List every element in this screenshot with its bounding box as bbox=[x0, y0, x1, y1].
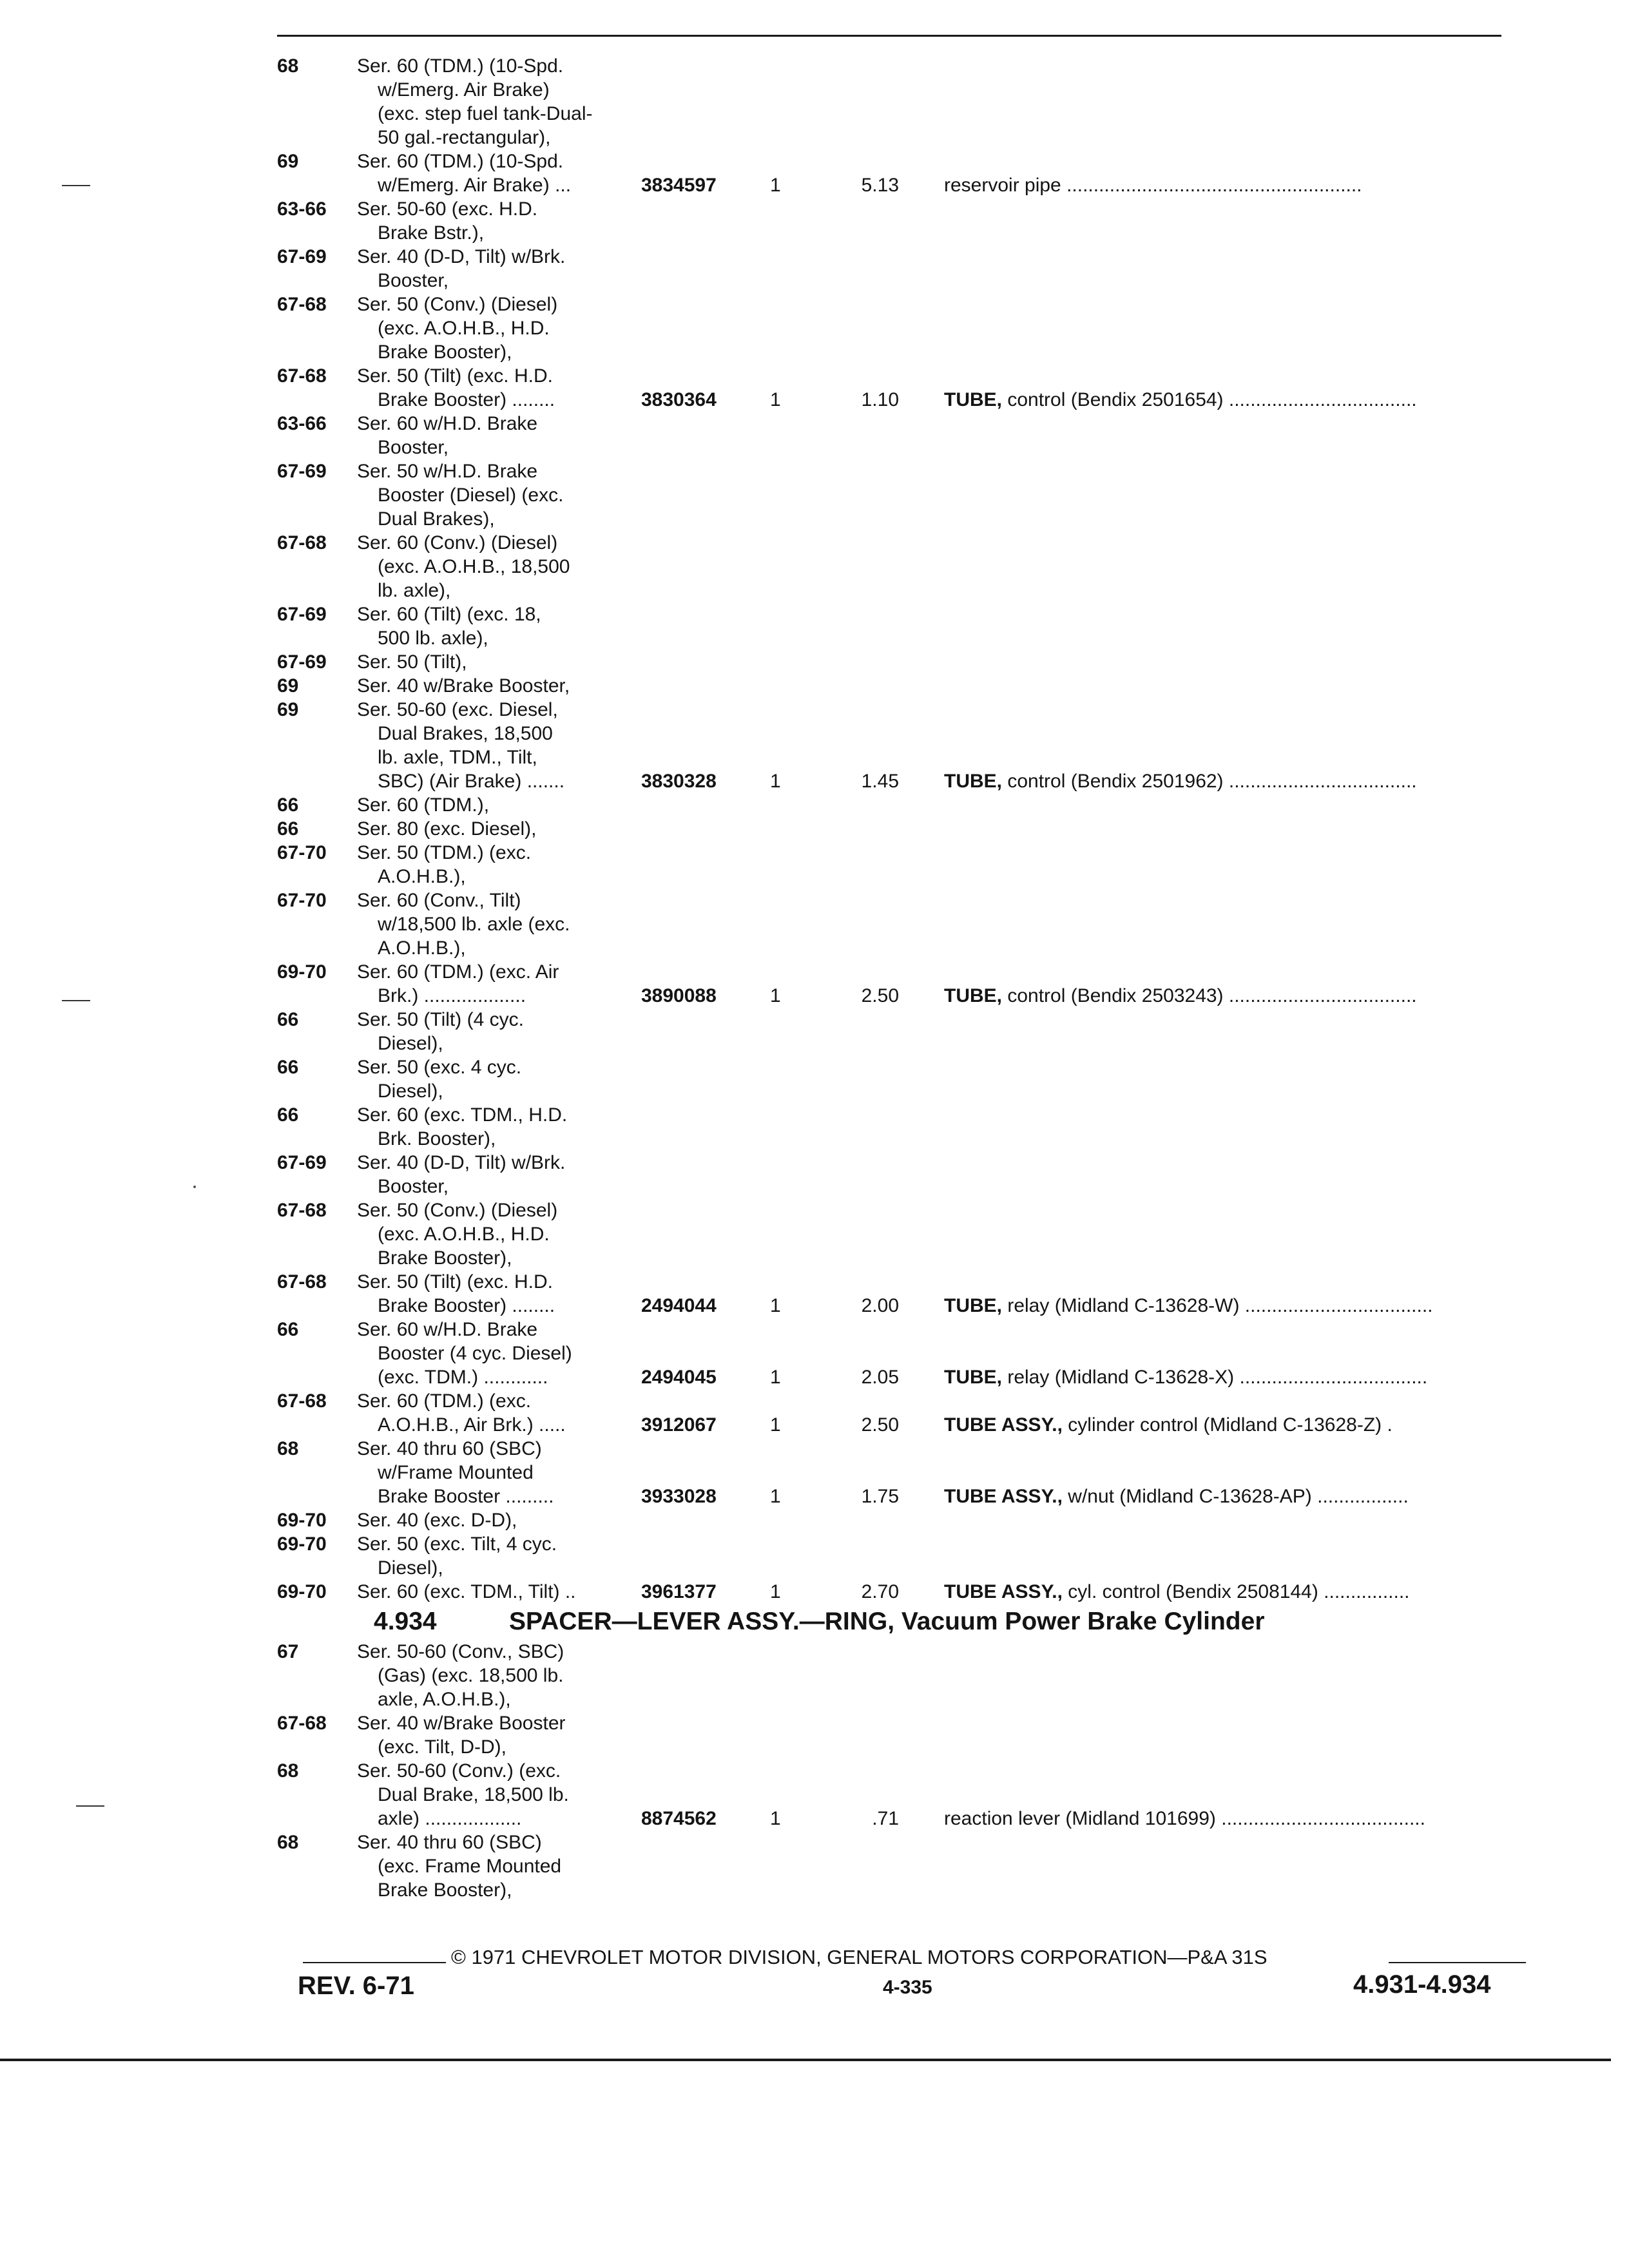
application-description: Ser. 50 (Tilt) (4 cyc. bbox=[357, 1009, 524, 1030]
application-description: Dual Brakes, 18,500 bbox=[378, 723, 553, 744]
quantity: 1 bbox=[770, 985, 781, 1006]
entry-line bbox=[277, 78, 1527, 102]
margin-mark bbox=[62, 185, 90, 186]
entry-line bbox=[277, 173, 1527, 197]
entry-line bbox=[277, 412, 1527, 436]
model-year: 69 bbox=[277, 151, 299, 172]
entry-line bbox=[277, 1759, 1527, 1783]
part-name: TUBE ASSY., bbox=[944, 1414, 1063, 1436]
part-number: 3830364 bbox=[641, 389, 717, 410]
catalog-entry bbox=[277, 1640, 1527, 1902]
part-name: TUBE, bbox=[944, 389, 1002, 410]
application-description: SBC) (Air Brake) ....... bbox=[378, 771, 565, 792]
quantity: 1 bbox=[770, 771, 781, 792]
quantity: 1 bbox=[770, 1486, 781, 1507]
model-year: 66 bbox=[277, 794, 299, 816]
application-description: (exc. Tilt, D-D), bbox=[378, 1736, 506, 1758]
part-detail: w/nut (Midland C-13628-AP) ................. bbox=[1062, 1486, 1409, 1507]
footer-rule-left bbox=[303, 1962, 446, 1963]
footer-page-number: 4-335 bbox=[883, 1977, 932, 1998]
application-description: Ser. 50 (exc. 4 cyc. bbox=[357, 1057, 522, 1078]
application-description: (exc. A.O.H.B., 18,500 bbox=[378, 556, 570, 577]
application-description: Diesel), bbox=[378, 1557, 443, 1579]
application-description: (exc. TDM.) ............ bbox=[378, 1367, 548, 1388]
model-year: 66 bbox=[277, 1319, 299, 1340]
application-description: Ser. 50-60 (Conv.) (exc. bbox=[357, 1760, 561, 1782]
entry-line bbox=[277, 650, 1527, 674]
part-description bbox=[944, 1580, 1527, 1604]
entry-line bbox=[277, 1294, 1527, 1318]
application-description: (exc. A.O.H.B., H.D. bbox=[378, 318, 550, 339]
entry-line bbox=[277, 1711, 1527, 1735]
entry-line bbox=[277, 1735, 1527, 1759]
entry-line bbox=[277, 1532, 1527, 1556]
model-year: 69-70 bbox=[277, 1510, 327, 1531]
model-year: 67-69 bbox=[277, 651, 327, 673]
entry-line bbox=[277, 841, 1527, 865]
entry-line bbox=[277, 1079, 1527, 1103]
entry-line bbox=[277, 54, 1527, 78]
bottom-page-edge bbox=[0, 2059, 1611, 2061]
part-detail: relay (Midland C-13628-W) ................................... bbox=[1002, 1295, 1433, 1316]
application-description: w/Emerg. Air Brake) ... bbox=[378, 175, 572, 196]
part-number: 8874562 bbox=[641, 1808, 717, 1829]
entry-line bbox=[277, 936, 1527, 960]
application-description: Ser. 60 (TDM.) (exc. Air bbox=[357, 961, 559, 983]
entry-line bbox=[277, 984, 1527, 1008]
catalog-entry bbox=[277, 1508, 1527, 1604]
model-year: 67-70 bbox=[277, 890, 327, 911]
list-price: 1.45 bbox=[861, 771, 899, 792]
application-description: Ser. 60 (TDM.) (10-Spd. bbox=[357, 151, 564, 172]
part-name: TUBE, bbox=[944, 985, 1002, 1006]
catalog-entry bbox=[277, 1008, 1527, 1318]
list-price: 5.13 bbox=[861, 175, 899, 196]
entry-line bbox=[277, 436, 1527, 459]
part-number: 2494044 bbox=[641, 1295, 717, 1316]
entry-line bbox=[277, 388, 1527, 412]
application-description: Ser. 50 (TDM.) (exc. bbox=[357, 842, 532, 863]
entry-line bbox=[277, 1664, 1527, 1687]
list-price: .71 bbox=[872, 1808, 899, 1829]
application-description: Ser. 40 thru 60 (SBC) bbox=[357, 1832, 542, 1853]
part-description bbox=[944, 1294, 1527, 1318]
application-description: (exc. step fuel tank-Dual- bbox=[378, 103, 593, 124]
model-year: 67-70 bbox=[277, 842, 327, 863]
application-description: Ser. 50 w/H.D. Brake bbox=[357, 461, 538, 482]
model-year: 67-68 bbox=[277, 1713, 327, 1734]
entry-line bbox=[277, 1580, 1527, 1604]
entry-line bbox=[277, 1341, 1527, 1365]
entry-line bbox=[277, 745, 1527, 769]
application-description: w/Emerg. Air Brake) bbox=[378, 79, 550, 101]
model-year: 69-70 bbox=[277, 1533, 327, 1555]
application-description: Dual Brake, 18,500 lb. bbox=[378, 1784, 569, 1805]
application-description: Ser. 60 w/H.D. Brake bbox=[357, 413, 538, 434]
part-detail: relay (Midland C-13628-X) ................................... bbox=[1002, 1367, 1428, 1388]
application-description: Diesel), bbox=[378, 1033, 443, 1054]
section-title: SPACER—LEVER ASSY.—RING, Vacuum Power Brake Cylinder bbox=[509, 1608, 1265, 1635]
catalog-entry bbox=[277, 793, 1527, 1008]
entry-line bbox=[277, 1878, 1527, 1902]
entry-line bbox=[277, 1485, 1527, 1508]
part-name: TUBE ASSY., bbox=[944, 1486, 1063, 1507]
application-description: (Gas) (exc. 18,500 lb. bbox=[378, 1665, 564, 1686]
quantity: 1 bbox=[770, 1414, 781, 1436]
quantity: 1 bbox=[770, 175, 781, 196]
list-price: 1.75 bbox=[861, 1486, 899, 1507]
parts-list bbox=[277, 54, 1527, 1902]
entry-line bbox=[277, 316, 1527, 340]
application-description: Ser. 60 (TDM.), bbox=[357, 794, 490, 816]
entry-line bbox=[277, 579, 1527, 602]
part-description bbox=[944, 984, 1527, 1008]
application-description: Dual Brakes), bbox=[378, 508, 495, 530]
application-description: Ser. 60 (Conv.) (Diesel) bbox=[357, 532, 558, 553]
part-number: 3830328 bbox=[641, 771, 717, 792]
application-description: Ser. 40 (D-D, Tilt) w/Brk. bbox=[357, 246, 566, 267]
part-number: 2494045 bbox=[641, 1367, 717, 1388]
list-price: 1.10 bbox=[861, 389, 899, 410]
entry-line bbox=[277, 1270, 1527, 1294]
application-description: Booster, bbox=[378, 437, 449, 458]
entry-line bbox=[277, 1413, 1527, 1437]
application-description: lb. axle, TDM., Tilt, bbox=[378, 747, 537, 768]
model-year: 66 bbox=[277, 1009, 299, 1030]
part-description bbox=[944, 769, 1527, 793]
application-description: Ser. 40 (D-D, Tilt) w/Brk. bbox=[357, 1152, 566, 1173]
entry-line bbox=[277, 1127, 1527, 1151]
entry-line bbox=[277, 1640, 1527, 1664]
list-price: 2.70 bbox=[861, 1581, 899, 1602]
application-description: (exc. A.O.H.B., H.D. bbox=[378, 1224, 550, 1245]
entry-line bbox=[277, 1461, 1527, 1485]
application-description: Ser. 40 thru 60 (SBC) bbox=[357, 1438, 542, 1459]
model-year: 69 bbox=[277, 675, 299, 697]
entry-line bbox=[277, 960, 1527, 984]
entry-line bbox=[277, 1198, 1527, 1222]
entry-line bbox=[277, 364, 1527, 388]
entry-line bbox=[277, 1854, 1527, 1878]
model-year: 67-68 bbox=[277, 365, 327, 387]
catalog-entry bbox=[277, 1318, 1527, 1389]
quantity: 1 bbox=[770, 1808, 781, 1829]
entry-line bbox=[277, 1556, 1527, 1580]
model-year: 69-70 bbox=[277, 961, 327, 983]
application-description: Ser. 50-60 (exc. H.D. bbox=[357, 198, 538, 220]
entry-line bbox=[277, 102, 1527, 126]
entry-line bbox=[277, 1807, 1527, 1831]
entry-line bbox=[277, 1151, 1527, 1175]
model-year: 68 bbox=[277, 1760, 299, 1782]
application-description: w/18,500 lb. axle (exc. bbox=[378, 914, 570, 935]
quantity: 1 bbox=[770, 1367, 781, 1388]
entry-line bbox=[277, 889, 1527, 912]
model-year: 66 bbox=[277, 818, 299, 840]
model-year: 68 bbox=[277, 55, 299, 77]
application-description: Brk. Booster), bbox=[378, 1128, 496, 1149]
footer-rule-right bbox=[1389, 1962, 1526, 1963]
model-year: 67-69 bbox=[277, 461, 327, 482]
entry-line bbox=[277, 149, 1527, 173]
section-heading bbox=[277, 1604, 1527, 1640]
application-description: A.O.H.B.), bbox=[378, 866, 466, 887]
model-year: 67-68 bbox=[277, 532, 327, 553]
application-description: Ser. 50-60 (exc. Diesel, bbox=[357, 699, 558, 720]
application-description: Booster, bbox=[378, 1176, 449, 1197]
application-description: Ser. 40 w/Brake Booster, bbox=[357, 675, 570, 697]
entry-line bbox=[277, 126, 1527, 149]
model-year: 67-69 bbox=[277, 246, 327, 267]
model-year: 67-69 bbox=[277, 604, 327, 625]
part-number: 3834597 bbox=[641, 175, 717, 196]
part-detail: cyl. control (Bendix 2508144) ................ bbox=[1062, 1581, 1410, 1602]
entry-line bbox=[277, 340, 1527, 364]
application-description: Brk.) ................... bbox=[378, 985, 526, 1006]
footer-copyright: © 1971 CHEVROLET MOTOR DIVISION, GENERAL MOTORS CORPORATION—P&A 31S bbox=[451, 1946, 1268, 1968]
entry-line bbox=[277, 1365, 1527, 1389]
application-description: lb. axle), bbox=[378, 580, 451, 601]
catalog-entry bbox=[277, 1437, 1527, 1508]
application-description: 500 lb. axle), bbox=[378, 628, 488, 649]
entry-line bbox=[277, 1783, 1527, 1807]
application-description: Ser. 50 (exc. Tilt, 4 cyc. bbox=[357, 1533, 557, 1555]
entry-line bbox=[277, 1437, 1527, 1461]
entry-line bbox=[277, 1032, 1527, 1055]
model-year: 63-66 bbox=[277, 198, 327, 220]
parts-group-4-931 bbox=[277, 54, 1527, 1604]
part-detail: reaction lever (Midland 101699) ...................................... bbox=[944, 1808, 1425, 1829]
entry-line bbox=[277, 1103, 1527, 1127]
list-price: 2.05 bbox=[861, 1367, 899, 1388]
margin-mark bbox=[62, 1000, 90, 1001]
part-name: TUBE, bbox=[944, 1295, 1002, 1316]
entry-line bbox=[277, 1222, 1527, 1246]
application-description: Ser. 40 (exc. D-D), bbox=[357, 1510, 517, 1531]
footer-section-range: 4.931-4.934 bbox=[1353, 1970, 1491, 1999]
part-detail: control (Bendix 2501654) ................................... bbox=[1002, 389, 1417, 410]
part-description bbox=[944, 173, 1527, 197]
application-description: Ser. 60 (Conv., Tilt) bbox=[357, 890, 521, 911]
entry-line bbox=[277, 1055, 1527, 1079]
application-description: Diesel), bbox=[378, 1081, 443, 1102]
entry-line bbox=[277, 1687, 1527, 1711]
entry-line bbox=[277, 245, 1527, 269]
application-description: Booster, bbox=[378, 270, 449, 291]
part-description bbox=[944, 1807, 1527, 1831]
application-description: (exc. Frame Mounted bbox=[378, 1856, 562, 1877]
model-year: 67-68 bbox=[277, 1200, 327, 1221]
application-description: Brake Booster), bbox=[378, 341, 512, 363]
application-description: A.O.H.B., Air Brk.) ..... bbox=[378, 1414, 566, 1436]
entry-line bbox=[277, 1389, 1527, 1413]
footer-revision: REV. 6-71 bbox=[298, 1972, 414, 2000]
entry-line bbox=[277, 674, 1527, 698]
part-description bbox=[944, 1365, 1527, 1389]
application-description: Ser. 50 (Tilt) (exc. H.D. bbox=[357, 1271, 553, 1293]
entry-line bbox=[277, 817, 1527, 841]
part-number: 3890088 bbox=[641, 985, 717, 1006]
part-detail: control (Bendix 2501962) ................................... bbox=[1002, 771, 1417, 792]
catalog-entry bbox=[277, 1389, 1527, 1437]
top-rule bbox=[277, 35, 1501, 37]
part-number: 3961377 bbox=[641, 1581, 717, 1602]
entry-line bbox=[277, 602, 1527, 626]
application-description: A.O.H.B.), bbox=[378, 937, 466, 959]
model-year: 67-69 bbox=[277, 1152, 327, 1173]
application-description: Ser. 50 (Conv.) (Diesel) bbox=[357, 294, 558, 315]
list-price: 2.50 bbox=[861, 1414, 899, 1436]
application-description: Ser. 50 (Tilt), bbox=[357, 651, 467, 673]
application-description: axle, A.O.H.B.), bbox=[378, 1689, 511, 1710]
entry-line bbox=[277, 197, 1527, 221]
entry-line bbox=[277, 698, 1527, 722]
application-description: Ser. 50 (Conv.) (Diesel) bbox=[357, 1200, 558, 1221]
entry-line bbox=[277, 769, 1527, 793]
application-description: Brake Booster) ........ bbox=[378, 1295, 555, 1316]
quantity: 1 bbox=[770, 1581, 781, 1602]
entry-line bbox=[277, 555, 1527, 579]
section-number: 4.934 bbox=[374, 1608, 437, 1635]
application-description: Booster (Diesel) (exc. bbox=[378, 485, 564, 506]
margin-mark bbox=[76, 1805, 104, 1807]
entry-line bbox=[277, 722, 1527, 745]
part-description bbox=[944, 1485, 1527, 1508]
application-description: Brake Bstr.), bbox=[378, 222, 485, 244]
catalog-entry bbox=[277, 412, 1527, 793]
application-description: Brake Booster), bbox=[378, 1247, 512, 1269]
part-detail: control (Bendix 2503243) ................................... bbox=[1002, 985, 1417, 1006]
application-description: Ser. 60 (TDM.) (exc. bbox=[357, 1390, 532, 1412]
model-year: 66 bbox=[277, 1104, 299, 1126]
part-detail: reservoir pipe ....................................................... bbox=[944, 175, 1362, 196]
application-description: 50 gal.-rectangular), bbox=[378, 127, 551, 148]
margin-speck bbox=[193, 1186, 196, 1188]
entry-line bbox=[277, 912, 1527, 936]
application-description: Booster (4 cyc. Diesel) bbox=[378, 1343, 572, 1364]
part-number: 3933028 bbox=[641, 1486, 717, 1507]
application-description: Brake Booster ......... bbox=[378, 1486, 554, 1507]
model-year: 69-70 bbox=[277, 1581, 327, 1602]
entry-line bbox=[277, 1318, 1527, 1341]
entry-line bbox=[277, 1831, 1527, 1854]
entry-line bbox=[277, 293, 1527, 316]
entry-line bbox=[277, 1008, 1527, 1032]
part-number: 3912067 bbox=[641, 1414, 717, 1436]
model-year: 67-68 bbox=[277, 294, 327, 315]
model-year: 68 bbox=[277, 1438, 299, 1459]
application-description: Ser. 60 (Tilt) (exc. 18, bbox=[357, 604, 541, 625]
entry-line bbox=[277, 1246, 1527, 1270]
part-description bbox=[944, 1413, 1527, 1437]
application-description: w/Frame Mounted bbox=[378, 1462, 534, 1483]
model-year: 67 bbox=[277, 1641, 299, 1662]
entry-line bbox=[277, 865, 1527, 889]
application-description: Brake Booster) ........ bbox=[378, 389, 555, 410]
entry-line bbox=[277, 626, 1527, 650]
parts-group-4-934 bbox=[277, 1640, 1527, 1902]
model-year: 68 bbox=[277, 1832, 299, 1853]
entry-line bbox=[277, 1508, 1527, 1532]
entry-line bbox=[277, 793, 1527, 817]
part-name: TUBE, bbox=[944, 771, 1002, 792]
entry-line bbox=[277, 1175, 1527, 1198]
part-name: TUBE, bbox=[944, 1367, 1002, 1388]
entry-line bbox=[277, 483, 1527, 507]
application-description: Ser. 80 (exc. Diesel), bbox=[357, 818, 537, 840]
application-description: axle) .................. bbox=[378, 1808, 522, 1829]
list-price: 2.50 bbox=[861, 985, 899, 1006]
catalog-entry bbox=[277, 54, 1527, 197]
application-description: Ser. 60 w/H.D. Brake bbox=[357, 1319, 538, 1340]
model-year: 69 bbox=[277, 699, 299, 720]
entry-line bbox=[277, 269, 1527, 293]
model-year: 67-68 bbox=[277, 1390, 327, 1412]
part-detail: cylinder control (Midland C-13628-Z) . bbox=[1062, 1414, 1393, 1436]
entry-line bbox=[277, 531, 1527, 555]
model-year: 63-66 bbox=[277, 413, 327, 434]
model-year: 67-68 bbox=[277, 1271, 327, 1293]
model-year: 66 bbox=[277, 1057, 299, 1078]
application-description: Ser. 60 (TDM.) (10-Spd. bbox=[357, 55, 564, 77]
application-description: Brake Booster), bbox=[378, 1879, 512, 1901]
part-description bbox=[944, 388, 1527, 412]
application-description: Ser. 60 (exc. TDM., Tilt) .. bbox=[357, 1581, 576, 1602]
application-description: Ser. 50 (Tilt) (exc. H.D. bbox=[357, 365, 553, 387]
quantity: 1 bbox=[770, 389, 781, 410]
application-description: Ser. 60 (exc. TDM., H.D. bbox=[357, 1104, 568, 1126]
application-description: Ser. 40 w/Brake Booster bbox=[357, 1713, 566, 1734]
application-description: Ser. 50-60 (Conv., SBC) bbox=[357, 1641, 564, 1662]
catalog-entry bbox=[277, 197, 1527, 412]
part-name: TUBE ASSY., bbox=[944, 1581, 1063, 1602]
entry-line bbox=[277, 459, 1527, 483]
entry-line bbox=[277, 221, 1527, 245]
list-price: 2.00 bbox=[861, 1295, 899, 1316]
quantity: 1 bbox=[770, 1295, 781, 1316]
entry-line bbox=[277, 507, 1527, 531]
